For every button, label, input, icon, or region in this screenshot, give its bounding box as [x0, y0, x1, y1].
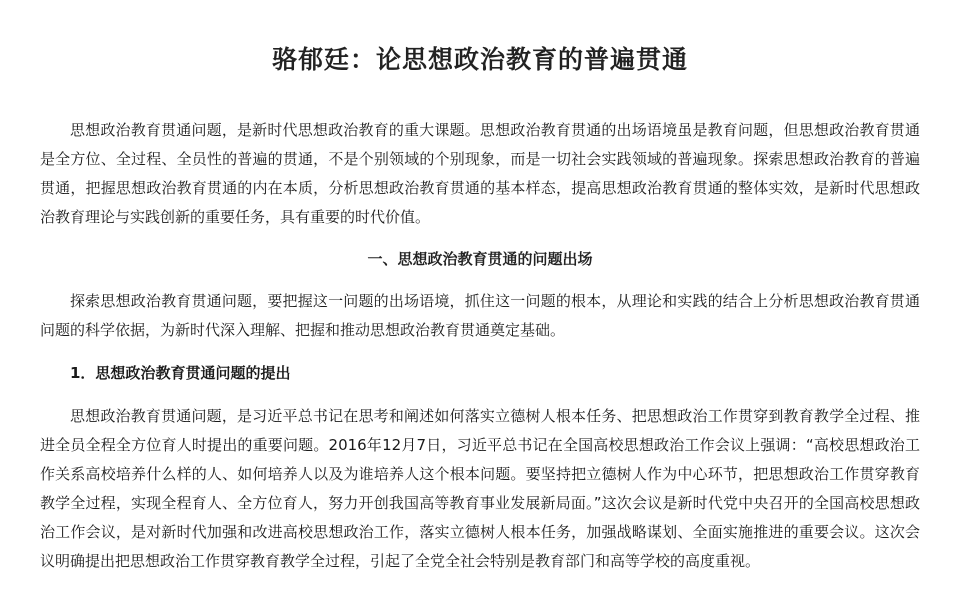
section-heading: 一、思想政治教育贯通的问题出场: [367, 250, 593, 268]
article-title: 骆郁廷：论思想政治教育的普遍贯通: [271, 45, 688, 74]
sub-heading: 1．思想政治教育贯通问题的提出: [70, 364, 291, 382]
body-paragraph: 思想政治教育贯通问题，是习近平总书记在思考和阐述如何落实立德树人根本任务、把思想政治工作贯穿到教育教学全过程、推进全员全程全方位育人时提出的重要问题。2016年12月7日，习近平总书记在全国高校思想政治工作会议上强调：“高校思想政治工作关系高校培养什么样的人、如何培养人以及为谁培养人这个根本问题。要坚持把立德树人作为中心环节，把思想政治工作贯穿教育教学全过程，实现全程育人、全方位育人，努力开创我国高等教育事业发展新局面。”这次会议是新时代党中央召开的全国高校思想政治工作会议，是对新时代加强和改进高校思想政治工作，落实立德树人根本任务，加强战略谋划、全面实施推进的重要会议。这次会议明确提出把思想政治工作贯穿教育教学全过程，引起了全党全社会特别是教育部门和高等学校的高度重视。: [40, 407, 920, 570]
section-intro-paragraph: 探索思想政治教育贯通问题，要把握这一问题的出场语境，抓住这一问题的根本，从理论和实践的结合上分析思想政治教育贯通问题的科学依据，为新时代深入理解、把握和推动思想政治教育贯通奠定基础。: [40, 292, 920, 339]
intro-paragraph: 思想政治教育贯通问题，是新时代思想政治教育的重大课题。思想政治教育贯通的出场语境虽是教育问题，但思想政治教育贯通是全方位、全过程、全员性的普遍的贯通，不是个别领域的个别现象，而是一切社会实践领域的普遍现象。探索思想政治教育的普遍贯通，把握思想政治教育贯通的内在本质，分析思想政治教育贯通的基本样态，提高思想政治教育贯通的整体实效，是新时代思想政治教育理论与实践创新的重要任务，具有重要的时代价值。: [40, 121, 920, 226]
article: [40, 0, 920, 576]
